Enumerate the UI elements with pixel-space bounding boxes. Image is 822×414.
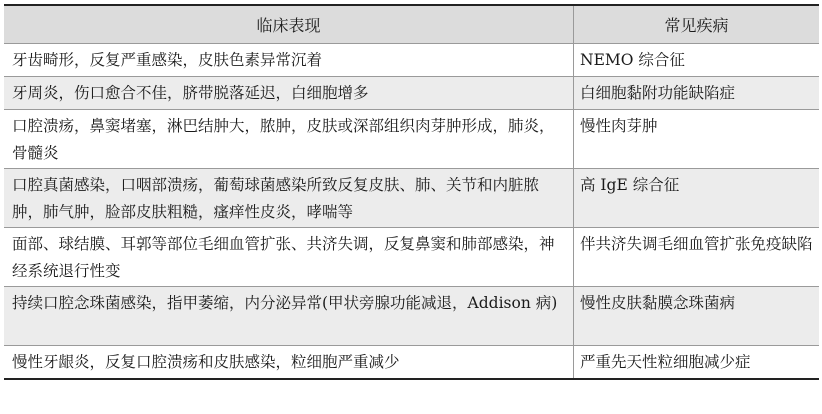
disease-cell: 高 IgE 综合征 bbox=[580, 176, 680, 194]
table-row bbox=[4, 43, 819, 76]
table-row bbox=[4, 227, 819, 286]
manifestation-cell: 口腔溃疡，鼻窦堵塞，淋巴结肿大，脓肿，皮肤或深部组织肉芽肿形成，肺炎，骨髓炎 bbox=[4, 110, 574, 168]
table-row bbox=[4, 109, 819, 168]
table-row bbox=[4, 286, 819, 345]
disease-cell: 严重先天性粒细胞减少症 bbox=[580, 353, 751, 371]
manifestation-cell: 持续口腔念珠菌感染，指甲萎缩，内分泌异常(甲状旁腺功能减退，Addison 病) bbox=[4, 287, 574, 345]
table-row bbox=[4, 76, 819, 109]
manifestation-cell: 口腔真菌感染，口咽部溃疡，葡萄球菌感染所致反复皮肤、肺、关节和内脏脓肿，肺气肿，脸部皮肤粗糙，瘙痒性皮炎，哮喘等 bbox=[4, 169, 574, 227]
disease-cell: 白细胞黏附功能缺陷症 bbox=[580, 84, 736, 102]
clinical-table bbox=[4, 4, 819, 380]
table-header-row bbox=[4, 6, 819, 43]
disease-cell: 慢性肉芽肿 bbox=[580, 117, 658, 135]
header-manifestation: 临床表现 bbox=[4, 6, 574, 43]
manifestation-cell: 牙周炎，伤口愈合不佳，脐带脱落延迟，白细胞增多 bbox=[4, 77, 574, 109]
disease-cell: 伴共济失调毛细血管扩张免疫缺陷 bbox=[580, 235, 813, 253]
disease-cell: 慢性皮肤黏膜念珠菌病 bbox=[580, 294, 736, 312]
table-row bbox=[4, 168, 819, 227]
table-row bbox=[4, 345, 819, 378]
disease-cell: NEMO 综合征 bbox=[580, 51, 685, 69]
manifestation-cell: 慢性牙龈炎，反复口腔溃疡和皮肤感染，粒细胞严重减少 bbox=[4, 346, 574, 378]
header-disease: 常见疾病 bbox=[664, 16, 729, 35]
manifestation-cell: 牙齿畸形，反复严重感染，皮肤色素异常沉着 bbox=[4, 44, 574, 76]
manifestation-cell: 面部、球结膜、耳郭等部位毛细血管扩张、共济失调，反复鼻窦和肺部感染，神经系统退行性变 bbox=[4, 228, 574, 286]
